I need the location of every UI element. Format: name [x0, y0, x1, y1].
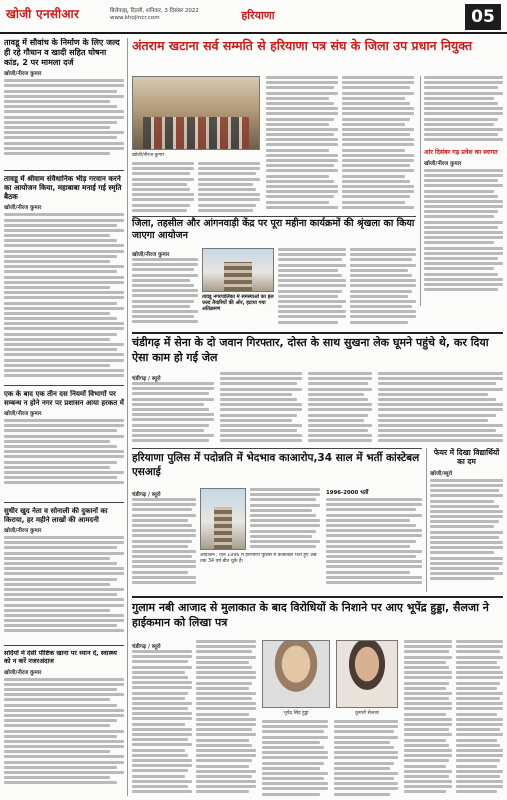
left-story-3-headline: एक के बाद एक तीन दस नियमों विभागों पर सम्बन्ध न होने नगर पर प्रशासन आया हरकत में	[4, 390, 124, 407]
district-body-col-1	[132, 258, 198, 326]
lead-headline: अंतराम खटाना सर्व सम्मति से हरियाणा पत्र संघ के जिला उप प्रधान नियुक्त	[132, 38, 473, 53]
side-story-headline: आंर दिसंबर गढ़ प्रवेश का स्वागत	[424, 149, 498, 156]
left-story-2-byline: खोजी/नीरज कुमार	[4, 205, 42, 212]
issue-date: बिलेपाझ्, दिल्ली, शनिवार, 3 दिसंबर 2022	[110, 8, 199, 14]
police-body-col-2	[250, 488, 320, 550]
chandigarh-body-col-1	[132, 382, 214, 444]
left-story-4-headline: सुधीर खुद नेता व सोनाली की दुकानों का किराया, हर महीने लाखों की आमदनी	[4, 507, 108, 524]
district-byline: खोजी/नीरज कुमार	[132, 252, 170, 258]
side-story-body	[424, 169, 503, 294]
left-story-3-body	[4, 419, 124, 489]
hooda-photo	[262, 640, 330, 708]
lead-photo	[132, 76, 260, 150]
left-story-2-body	[4, 213, 124, 378]
masthead-meta	[110, 8, 230, 22]
hooda-caption: भूपेंद्र सिंह हुड्डा	[283, 711, 309, 716]
left-story-5-body	[4, 678, 124, 788]
left-story-4-byline: खोजी/नीरज कुमार	[4, 528, 42, 535]
left-story-5	[4, 650, 124, 790]
chandigarh-body-col-2	[220, 372, 302, 444]
left-column	[4, 38, 128, 796]
masthead	[0, 0, 507, 34]
chandigarh-byline: चंडीगढ़ / ब्यूरो	[132, 376, 161, 382]
website: www.khojincr.com	[110, 14, 160, 21]
police-body-col-3	[326, 498, 422, 588]
left-story-1	[4, 38, 124, 170]
police-photo	[200, 488, 246, 550]
lead-body-col-3	[266, 76, 338, 214]
chandigarh-headline: चंडीगढ़ में सेना के दो जवान गिरफ्तार, दोस्त के साथ सुखना लेक घूमने पहुंचे थे, कर दिया ऐसा काम हो गई जेल	[132, 332, 503, 368]
selja-photo	[336, 640, 398, 708]
bottom-body-col-6	[456, 640, 503, 800]
left-story-3	[4, 390, 124, 502]
fair-story-body	[430, 479, 503, 584]
right-column	[132, 38, 503, 796]
divider	[4, 645, 124, 646]
left-story-5-byline: खोजी/नीरज कुमार	[4, 669, 42, 676]
district-photo	[202, 248, 274, 292]
selja-caption: कुमारी सैलजा	[355, 711, 379, 716]
fair-story-byline: खोजी/ब्यूरो	[430, 470, 453, 477]
lead-photo-caption: खोजी/नीरज कुमार	[132, 153, 165, 158]
left-story-2	[4, 175, 124, 385]
chandigarh-body-col-3	[308, 372, 372, 444]
left-story-4-body	[4, 536, 124, 636]
newspaper-logo: खोजी एनसीआर	[6, 7, 80, 21]
fair-story-headline: फेयर में दिखा विद्यार्थियों का दम	[433, 448, 500, 467]
section-title: हरियाणा	[241, 9, 275, 22]
district-sub-headline: तावडू नगरपालिका में समस्याओं का हल जल्द तैयारियों की ओर, हटाया गया अतिक्रमण	[202, 294, 274, 312]
bottom-body-col-4	[334, 720, 398, 800]
police-byline: चंडीगढ़ / ब्यूरो	[132, 492, 161, 498]
left-story-5-headline: सर्दियों में देसी पौष्टिक खाना पर ध्यान दें, स्वास्थ्य को न करें नजरअंदाज	[4, 650, 117, 665]
bottom-body-col-3	[262, 720, 328, 800]
police-sub-headline: 1996-2000 भर्ती	[326, 490, 369, 496]
district-body-col-3	[350, 248, 416, 326]
district-headline: जिला, तहसील और आंगनवाड़ी केंद्र पर पूरा महीना कार्यक्रमों की श्रृंखला का किया जाएगा आयोजन	[132, 216, 416, 246]
side-story-top-body	[424, 76, 503, 146]
bottom-byline: चंडीगढ़ / ब्यूरो	[132, 644, 161, 650]
chandigarh-body-col-4	[378, 372, 503, 444]
page-number: 05	[465, 4, 501, 30]
left-story-1-byline: खोजी/नीरज कुमार	[4, 71, 42, 78]
left-story-1-headline: तावडू में सौवांच के निर्माण के लिए जल्द ही रहे गौधान व खादी सहित घोषना कांड, 2 पर मामला दर्ज	[4, 38, 120, 67]
lead-body-col-2	[198, 162, 260, 214]
left-story-3-byline: खोजी/नीरज कुमार	[4, 411, 42, 418]
left-story-1-body	[4, 79, 124, 157]
lead-body-col-4	[342, 76, 414, 214]
bottom-headline: गुलाम नबी आजाद से मुलाकात के बाद विरोधियों के निशाने पर आए भूपेंद्र हुड्डा, सैलजा ने हाईकमान को लिखा पत्र	[132, 596, 503, 636]
police-photo-caption: आंदोलन : दिन 1996 में हरियाणा पुलिस में कांस्टेबल भर्ती हुए अब तक 34 वर्ष बीत चुके हैं।	[200, 553, 317, 564]
brand-block	[6, 5, 102, 29]
divider	[4, 502, 124, 503]
police-body-col-1	[132, 498, 196, 588]
bottom-body-col-2	[196, 640, 256, 800]
left-story-2-headline: तावडू में श्रीवाम संवैधानिक भीड़ गरवान करने का आयोजन किया, महाबाबा मनाई गई स्मृति बैठक	[4, 175, 122, 201]
side-story-byline: खोजी/नीरज कुमार	[424, 160, 462, 167]
left-story-4	[4, 507, 124, 645]
district-body-col-2	[278, 248, 346, 326]
side-story	[420, 76, 503, 306]
fair-story	[426, 448, 503, 592]
lead-body-col-1	[132, 162, 194, 214]
bottom-body-col-1	[132, 650, 192, 800]
divider	[4, 385, 124, 386]
bottom-body-col-5	[404, 640, 452, 800]
police-headline: हरियाणा पुलिस में पदोन्नति में भेदभाव काआरोप,34 साल में भर्ती कांस्टेबल एसआई	[132, 448, 422, 484]
divider	[4, 170, 124, 171]
